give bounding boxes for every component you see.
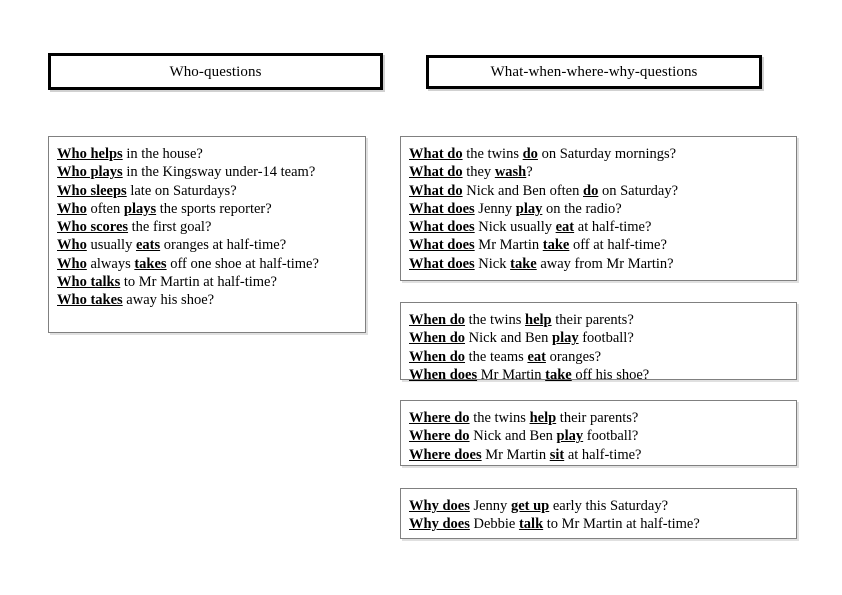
question-line xyxy=(409,145,787,163)
header-label-who-questions: Who-questions xyxy=(169,63,262,80)
question-line xyxy=(409,255,787,273)
question-text: football? xyxy=(578,330,634,347)
question-box-what xyxy=(400,136,797,281)
question-keyword: take xyxy=(510,255,537,272)
question-keyword: play xyxy=(552,330,579,347)
question-text: often xyxy=(86,200,124,217)
question-text: on Saturday? xyxy=(598,182,679,199)
question-keyword: What do xyxy=(409,182,463,199)
question-text: Nick usually xyxy=(474,219,556,236)
question-text: Jenny xyxy=(474,200,516,217)
question-keyword: What does xyxy=(409,237,475,254)
question-text: late on Saturdays? xyxy=(126,182,237,199)
question-keyword: Who helps xyxy=(57,146,123,162)
question-text: the sports reporter? xyxy=(156,200,272,217)
question-text: on Saturday mornings? xyxy=(537,146,677,162)
question-keyword: Where do xyxy=(409,428,470,445)
question-keyword: do xyxy=(522,146,538,162)
question-keyword: play xyxy=(515,200,543,217)
question-keyword: plays xyxy=(123,200,157,217)
question-keyword: eats xyxy=(135,237,161,254)
question-text: their parents? xyxy=(551,312,634,328)
question-keyword: Who xyxy=(57,255,87,272)
question-keyword: wash xyxy=(494,164,527,181)
question-keyword: Who talks xyxy=(57,274,121,291)
question-line xyxy=(57,236,356,254)
question-line xyxy=(409,427,787,445)
question-keyword: take xyxy=(545,366,572,383)
question-keyword: When do xyxy=(409,312,466,328)
question-keyword: When do xyxy=(409,330,466,347)
question-line xyxy=(409,311,787,329)
question-keyword: takes xyxy=(134,255,167,272)
question-line xyxy=(57,273,356,291)
question-keyword: Who xyxy=(57,200,87,217)
question-keyword: Who takes xyxy=(57,292,123,309)
question-line xyxy=(409,182,787,200)
question-text: in the Kingsway under-14 team? xyxy=(122,164,316,181)
question-text: to Mr Martin at half-time? xyxy=(543,516,700,533)
question-text: football? xyxy=(583,428,639,445)
question-line xyxy=(409,200,787,218)
question-line xyxy=(409,163,787,181)
question-text: Nick and Ben often xyxy=(462,182,583,199)
question-text: off at half-time? xyxy=(569,237,667,254)
question-line xyxy=(409,497,787,515)
question-text: Mr Martin xyxy=(474,237,543,254)
question-line xyxy=(409,446,787,464)
question-text: Mr Martin xyxy=(477,366,546,383)
question-box-why xyxy=(400,488,797,539)
question-keyword: Who plays xyxy=(57,164,123,181)
question-keyword: talk xyxy=(518,516,544,533)
question-text: off one shoe at half-time? xyxy=(166,255,319,272)
question-text: at half-time? xyxy=(574,219,652,236)
question-keyword: What does xyxy=(409,219,475,236)
question-line xyxy=(409,515,787,533)
question-keyword: When does xyxy=(409,366,478,383)
question-keyword: Who sleeps xyxy=(57,182,127,199)
question-keyword: play xyxy=(556,428,584,445)
question-line xyxy=(409,218,787,236)
question-keyword: Where do xyxy=(409,410,470,426)
question-keyword: Where does xyxy=(409,446,482,463)
question-text: to Mr Martin at half-time? xyxy=(120,274,277,291)
question-keyword: Who scores xyxy=(57,219,129,236)
header-box-wh-questions xyxy=(426,55,762,89)
question-line xyxy=(409,329,787,347)
question-keyword: When do xyxy=(409,348,466,365)
question-line xyxy=(409,236,787,254)
question-keyword: What does xyxy=(409,200,475,217)
question-text: ? xyxy=(526,164,533,181)
question-keyword: sit xyxy=(549,446,565,463)
question-line xyxy=(409,366,787,384)
question-text: off his shoe? xyxy=(571,366,650,383)
question-text: the twins xyxy=(465,312,526,328)
question-keyword: take xyxy=(542,237,570,254)
question-line xyxy=(57,182,356,200)
question-text: Nick and Ben xyxy=(465,330,552,347)
question-text: away from Mr Martin? xyxy=(536,255,674,272)
question-line xyxy=(57,200,356,218)
question-text: Debbie xyxy=(469,516,519,533)
question-keyword: get up xyxy=(510,498,550,514)
question-line xyxy=(409,348,787,366)
question-text: oranges? xyxy=(545,348,602,365)
question-keyword: Who xyxy=(57,237,87,254)
question-text: Nick xyxy=(474,255,511,272)
question-text: early this Saturday? xyxy=(549,498,669,514)
question-text: in the house? xyxy=(122,146,203,162)
question-text: on the radio? xyxy=(542,200,622,217)
question-text: oranges at half-time? xyxy=(160,237,287,254)
question-keyword: What do xyxy=(409,146,463,162)
question-text: the first goal? xyxy=(128,219,212,236)
question-keyword: eat xyxy=(555,219,575,236)
question-keyword: help xyxy=(529,410,557,426)
question-text: usually xyxy=(86,237,136,254)
question-line xyxy=(57,163,356,181)
question-text: Nick and Ben xyxy=(469,428,557,445)
question-line xyxy=(409,409,787,427)
question-keyword: Why does xyxy=(409,516,470,533)
question-line xyxy=(57,255,356,273)
question-text: Jenny xyxy=(469,498,511,514)
question-text: the twins xyxy=(462,146,523,162)
question-keyword: eat xyxy=(527,348,546,365)
question-text: Mr Martin xyxy=(481,446,550,463)
question-keyword: help xyxy=(525,312,552,328)
question-line xyxy=(57,291,356,309)
question-text: the teams xyxy=(465,348,528,365)
question-keyword: What does xyxy=(409,255,475,272)
question-text: always xyxy=(86,255,135,272)
question-box-where xyxy=(400,400,797,466)
question-keyword: do xyxy=(583,182,599,199)
question-text: they xyxy=(462,164,495,181)
question-text: their parents? xyxy=(556,410,639,426)
question-line xyxy=(57,218,356,236)
header-label-wh-questions: What-when-where-why-questions xyxy=(490,64,698,80)
question-keyword: What do xyxy=(409,164,463,181)
question-box-when xyxy=(400,302,797,383)
question-line xyxy=(57,145,356,163)
question-text: away his shoe? xyxy=(122,292,215,309)
header-box-who-questions xyxy=(48,53,383,90)
question-text: at half-time? xyxy=(564,446,642,463)
question-keyword: Why does xyxy=(409,498,470,514)
question-text: the twins xyxy=(469,410,530,426)
question-box-who xyxy=(48,136,366,333)
